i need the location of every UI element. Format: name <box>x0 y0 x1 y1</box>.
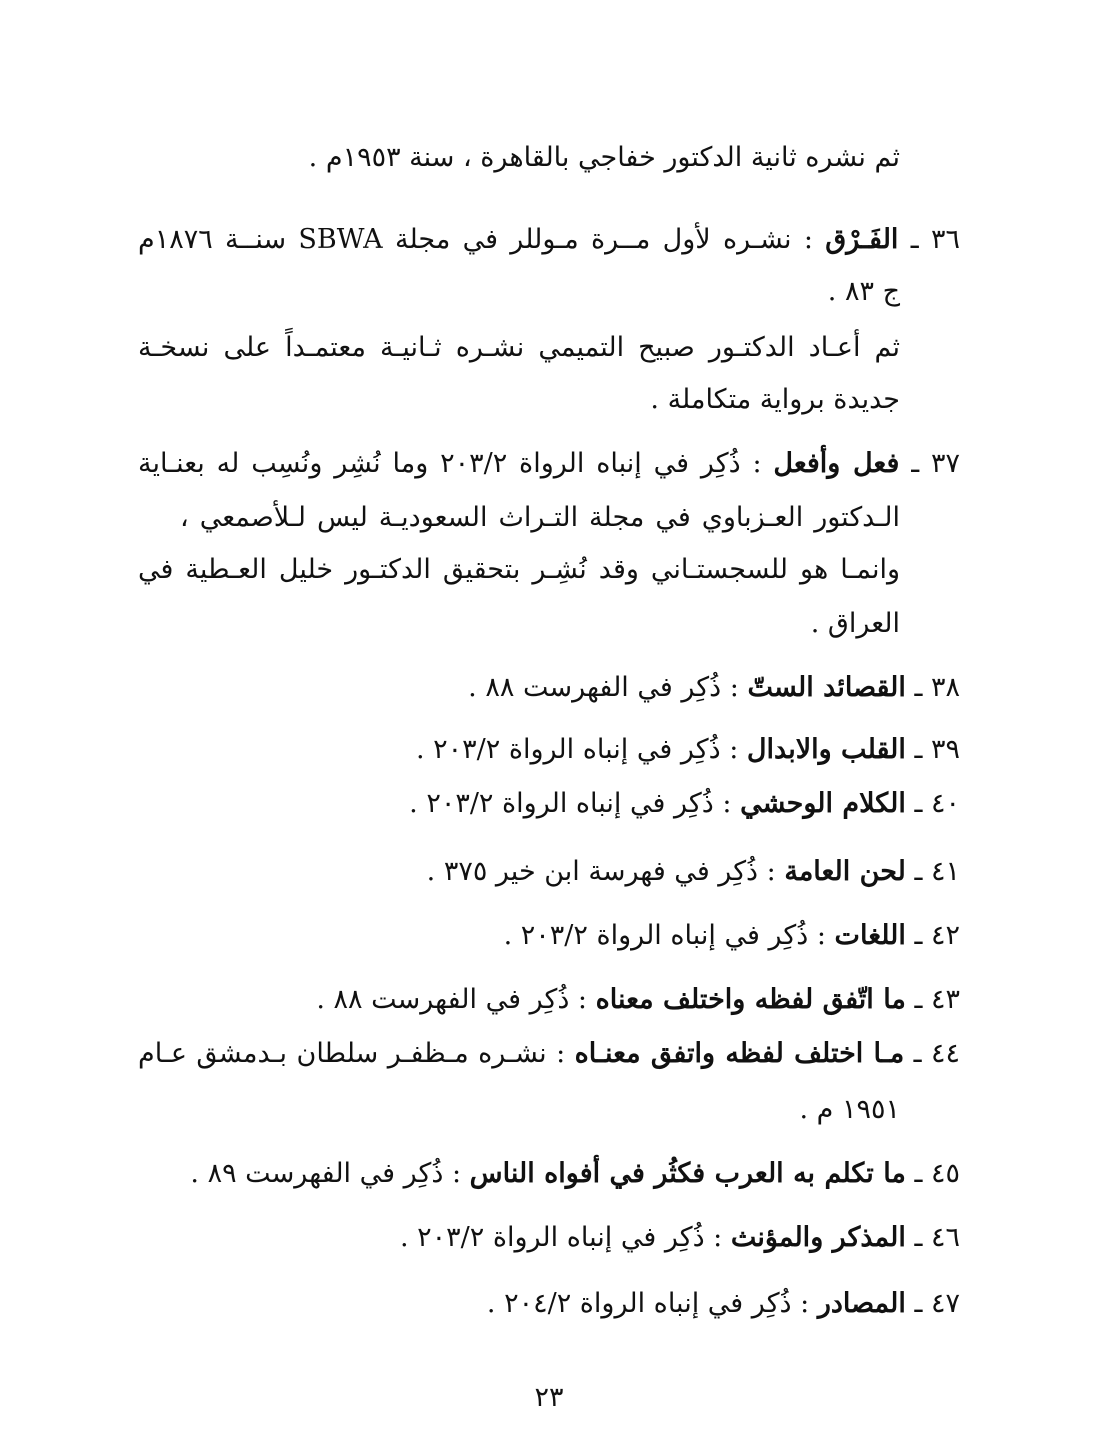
entry-46 <box>400 1218 960 1258</box>
entry-number: ٤٣ ـ <box>914 984 960 1015</box>
entry-title: المصادر <box>817 1288 906 1319</box>
entry-39 <box>416 730 960 770</box>
intro-line: ثم نشره ثانية الدكتور خفاجي بالقاهرة ، سنة ١٩٥٣م . <box>308 142 900 173</box>
entry-number: ٤١ ـ <box>914 856 960 887</box>
entry-title: الفَـرْق <box>825 224 899 255</box>
entry-text: : ذُكِر في الفهرست ٨٨ . <box>316 984 588 1015</box>
entry-number: ٤٥ ـ <box>914 1158 960 1189</box>
entry-title: الكلام الوحشي <box>740 788 906 819</box>
entry-text: : ذُكِر في إنباه الرواة ٢٠٣/٢ . <box>415 734 739 765</box>
entry-number: ٤٤ ـ <box>913 1038 960 1069</box>
entry-title: لحن العامة <box>784 856 906 887</box>
entry-title: القصائد الستّ <box>747 672 906 703</box>
entry-43 <box>316 980 960 1020</box>
entry-text: : ذُكِر في إنباه الرواة ٢٠٣/٢ وما نُشِر ونُسِب له بعنـاية <box>138 448 762 479</box>
entry-45 <box>190 1154 960 1194</box>
entry-title: المذكر والمؤنث <box>730 1222 906 1253</box>
entry-title: اللغات <box>834 920 906 951</box>
entry-number: ٣٩ ـ <box>914 734 960 765</box>
entry-number: ٤٦ ـ <box>914 1222 960 1253</box>
entry-title: مـا اختلف لفظه واتفق معنـاه <box>574 1038 905 1069</box>
entry-text: : ذُكِر في فهرسة ابن خير ٣٧٥ . <box>426 856 776 887</box>
entry-37-line-3: وانمـا هو للسجستـاني وقد نُشِـر بتحقيق الدكتـور خليل العـطية في <box>138 554 900 585</box>
entry-37-line-2: الـدكتور العـزباوي في مجلة التـراث السعوديـة ليس لـلأصمعي ، <box>180 502 900 533</box>
entry-title: ما اتّفق لفظه واختلف معناه <box>595 984 906 1015</box>
entry-37-line-4: العراق . <box>810 608 900 639</box>
entry-number: ٤٠ ـ <box>914 788 960 819</box>
entry-text: : ذُكِر في الفهرست ٨٨ . <box>468 672 739 703</box>
entry-title: القلب والابدال <box>746 734 906 765</box>
page-number: ٢٣ <box>534 1382 564 1413</box>
entry-text: : نشـره مـظفـر سلطان بـدمشق عـام <box>138 1038 566 1069</box>
entry-text: : ذُكِر في إنباه الرواة ٢٠٤/٢ . <box>486 1288 810 1319</box>
entry-40 <box>409 784 960 824</box>
entry-36-line-2: ج ٨٣ . <box>827 276 900 307</box>
entry-text: : ذُكِر في إنباه الرواة ٢٠٣/٢ . <box>503 920 826 951</box>
entry-number: ٣٨ ـ <box>914 672 960 703</box>
entry-text: : نشـره لأول مــرة مـوللر في مجلة SBWA سنــة ١٨٧٦م <box>138 224 813 255</box>
entry-44-line-2: ١٩٥١ م . <box>799 1094 900 1125</box>
entry-number: ٣٦ ـ <box>910 224 960 255</box>
entry-38 <box>468 668 960 708</box>
entry-text: : ذُكِر في إنباه الرواة ٢٠٣/٢ . <box>399 1222 723 1253</box>
entry-number: ٤٢ ـ <box>914 920 960 951</box>
entry-37-line-1 <box>138 444 960 484</box>
entry-42 <box>504 916 960 956</box>
entry-41 <box>427 852 960 892</box>
entry-44-line-1 <box>138 1034 960 1074</box>
entry-text: : ذُكِر في إنباه الرواة ٢٠٣/٢ . <box>409 788 732 819</box>
entry-title: ما تكلم به العرب فكثُر في أفواه الناس <box>469 1158 906 1189</box>
entry-text: : ذُكِر في الفهرست ٨٩ . <box>190 1158 462 1189</box>
entry-36-line-4: جديدة برواية متكاملة . <box>650 384 900 415</box>
entry-36-line-3: ثم أعـاد الدكتـور صبيح التميمي نشـره ثـانيـة معتمـداً على نسخـة <box>138 332 900 363</box>
entry-number: ٤٧ ـ <box>914 1288 960 1319</box>
entry-36-line-1 <box>138 220 960 260</box>
entry-47 <box>487 1284 960 1324</box>
entry-title: فعل وأفعل <box>773 448 900 479</box>
entry-number: ٣٧ ـ <box>911 448 960 479</box>
